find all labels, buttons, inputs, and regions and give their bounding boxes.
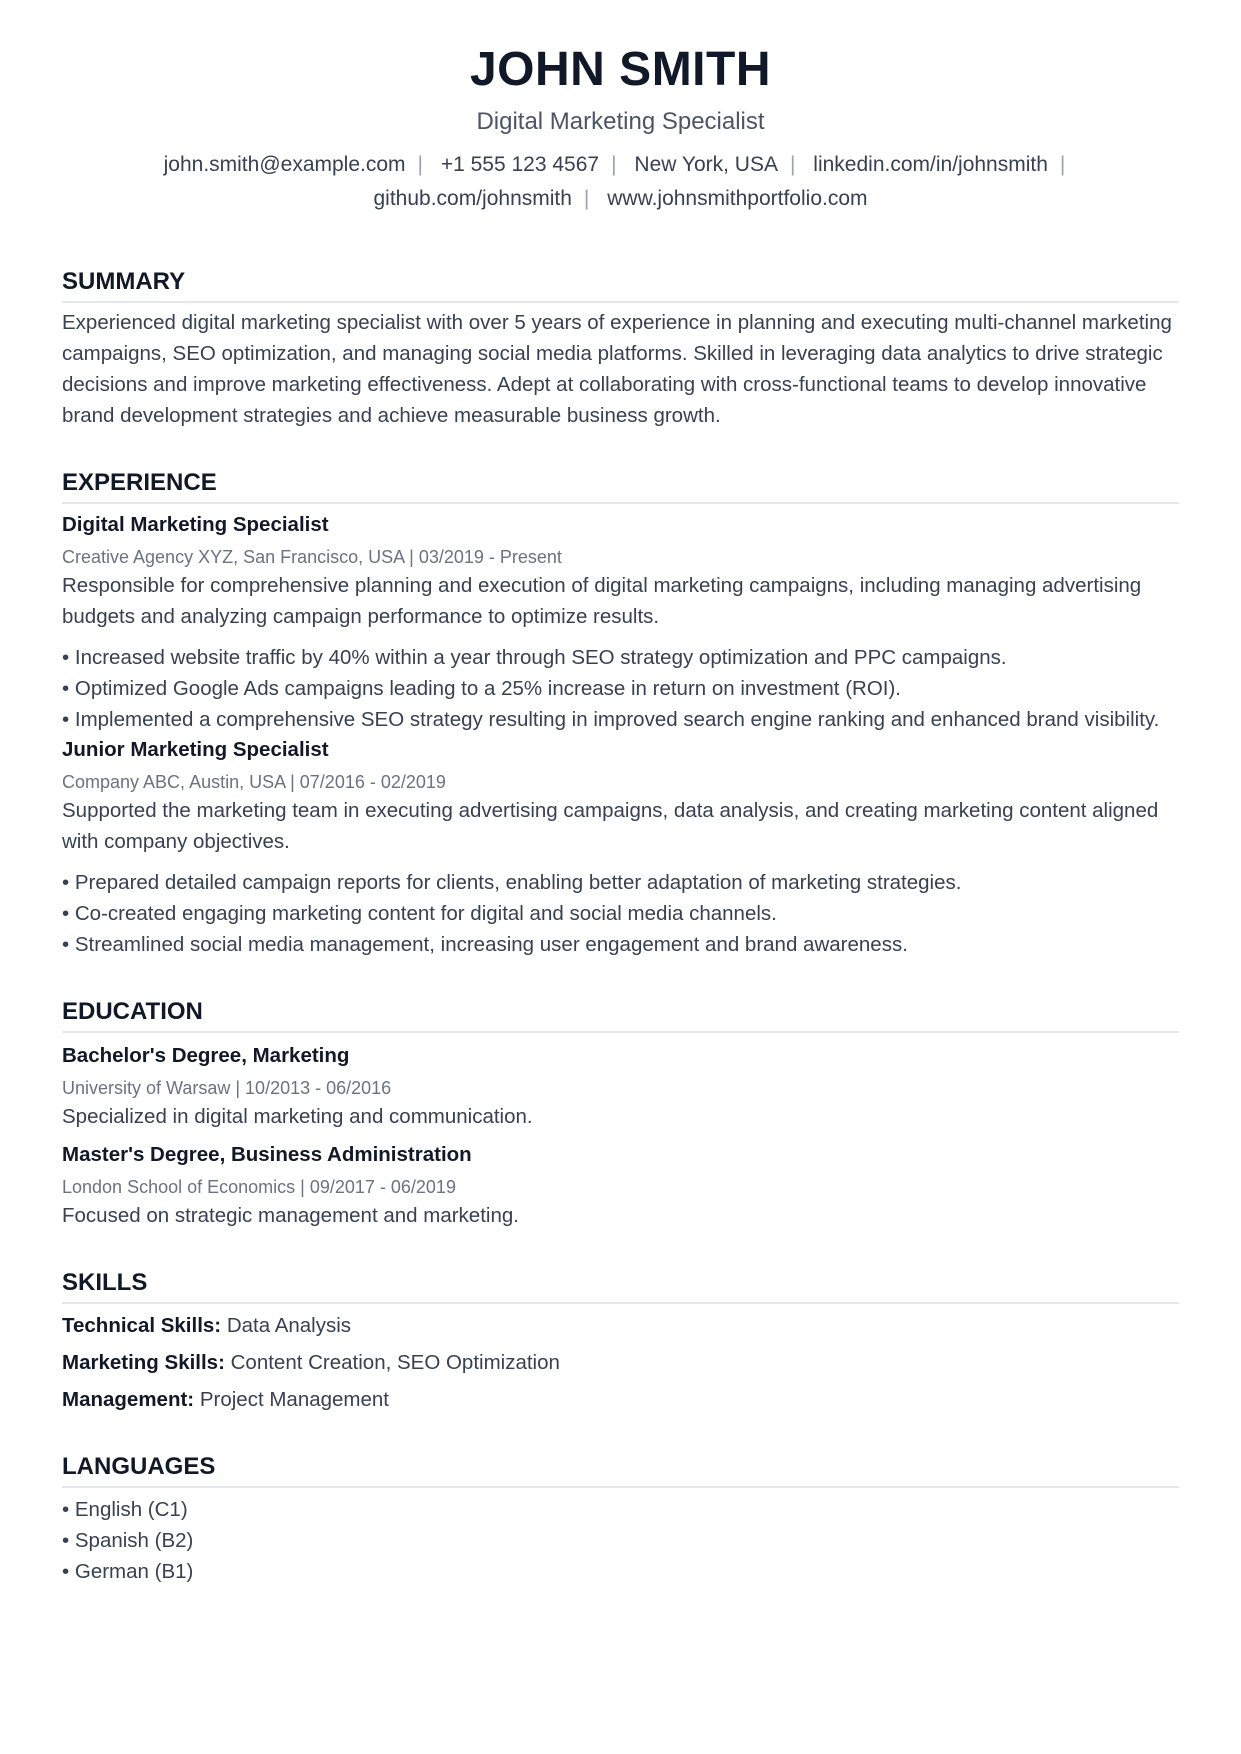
skill-row xyxy=(62,1348,1179,1378)
resume-header xyxy=(62,0,1179,216)
job-meta: Creative Agency XYZ, San Francisco, USA | 03/2019 - Present xyxy=(62,547,562,567)
achievement-item: • Prepared detailed campaign reports for clients, enabling better adaptation of marketing strategies. xyxy=(62,871,962,894)
summary-text: Experienced digital marketing specialist with over 5 years of experience in planning and executing multi-channel marketing campaigns, SEO optimization, and managing social media platforms. Skilled in leveraging data analytics to drive strategic decisions and improve marketing effectiveness. Adept at collaborating with cross-functional teams to develop innovative brand development strategies and achieve measurable business growth. xyxy=(62,311,1172,427)
skill-label: Technical Skills: xyxy=(62,1314,222,1337)
skills-section xyxy=(62,1267,1179,1415)
contact-line xyxy=(131,148,1111,216)
language-item: • Spanish (B2) xyxy=(62,1529,194,1552)
achievement-item: • Increased website traffic by 40% within a year through SEO strategy optimization and PPC campaigns. xyxy=(62,646,1007,669)
achievement-list xyxy=(62,642,1179,735)
contact-phone[interactable]: +1 555 123 4567 xyxy=(440,153,600,176)
achievement-item: • Streamlined social media management, increasing user engagement and brand awareness. xyxy=(62,933,908,956)
section-heading-skills: SKILLS xyxy=(62,1267,1179,1304)
language-item: • German (B1) xyxy=(62,1560,194,1583)
section-heading-languages: LANGUAGES xyxy=(62,1451,1179,1488)
degree-description: Specialized in digital marketing and communication. xyxy=(62,1105,533,1128)
education-entry xyxy=(62,1140,1179,1231)
language-item: • English (C1) xyxy=(62,1498,188,1521)
achievement-item: • Optimized Google Ads campaigns leading to a 25% increase in return on investment (ROI). xyxy=(62,677,901,700)
experience-entry xyxy=(62,510,1179,735)
job-title: Digital Marketing Specialist xyxy=(62,513,329,536)
contact-linkedin[interactable]: linkedin.com/in/johnsmith xyxy=(813,153,1048,176)
degree-description: Focused on strategic management and marketing. xyxy=(62,1204,519,1227)
skill-row xyxy=(62,1311,1179,1341)
degree-meta: London School of Economics | 09/2017 - 06/2019 xyxy=(62,1177,456,1197)
job-description: Supported the marketing team in executing advertising campaigns, data analysis, and creating marketing content aligned with company objectives. xyxy=(62,799,1159,853)
contact-email[interactable]: john.smith@example.com xyxy=(163,153,406,176)
skill-value: Project Management xyxy=(199,1388,389,1411)
section-heading-experience: EXPERIENCE xyxy=(62,467,1179,504)
degree-title: Bachelor's Degree, Marketing xyxy=(62,1044,350,1067)
degree-meta: University of Warsaw | 10/2013 - 06/2016 xyxy=(62,1078,392,1098)
languages-section xyxy=(62,1451,1179,1587)
job-meta: Company ABC, Austin, USA | 07/2016 - 02/2019 xyxy=(62,772,446,792)
candidate-title: Digital Marketing Specialist xyxy=(476,108,765,135)
skill-value: Content Creation, SEO Optimization xyxy=(230,1351,560,1374)
summary-section xyxy=(62,266,1179,431)
achievement-list xyxy=(62,867,1179,960)
education-entry xyxy=(62,1041,1179,1132)
contact-separator: | xyxy=(1059,153,1066,176)
candidate-name: JOHN SMITH xyxy=(469,43,771,96)
job-description: Responsible for comprehensive planning and execution of digital marketing campaigns, including managing advertising budgets and analyzing campaign performance to optimize results. xyxy=(62,574,1142,628)
skill-value: Data Analysis xyxy=(226,1314,352,1337)
experience-entry xyxy=(62,735,1179,960)
contact-separator: | xyxy=(583,187,590,210)
job-title: Junior Marketing Specialist xyxy=(62,738,329,761)
skill-row xyxy=(62,1385,1179,1415)
skill-label: Marketing Skills: xyxy=(62,1351,225,1374)
contact-separator: | xyxy=(789,153,796,176)
degree-title: Master's Degree, Business Administration xyxy=(62,1143,472,1166)
achievement-item: • Co-created engaging marketing content for digital and social media channels. xyxy=(62,902,777,925)
experience-section xyxy=(62,467,1179,960)
contact-separator: | xyxy=(417,153,423,176)
education-section xyxy=(62,996,1179,1231)
contact-portfolio[interactable]: www.johnsmithportfolio.com xyxy=(607,187,868,210)
contact-location: New York, USA xyxy=(634,153,778,176)
contact-separator: | xyxy=(611,153,617,176)
contact-github[interactable]: github.com/johnsmith xyxy=(373,187,572,210)
skill-label: Management: xyxy=(62,1388,195,1411)
section-heading-education: EDUCATION xyxy=(62,996,1179,1033)
language-list xyxy=(62,1494,1179,1587)
achievement-item: • Implemented a comprehensive SEO strategy resulting in improved search engine ranking and enhanced brand visibility. xyxy=(62,708,1160,731)
section-heading-summary: SUMMARY xyxy=(62,266,1179,303)
